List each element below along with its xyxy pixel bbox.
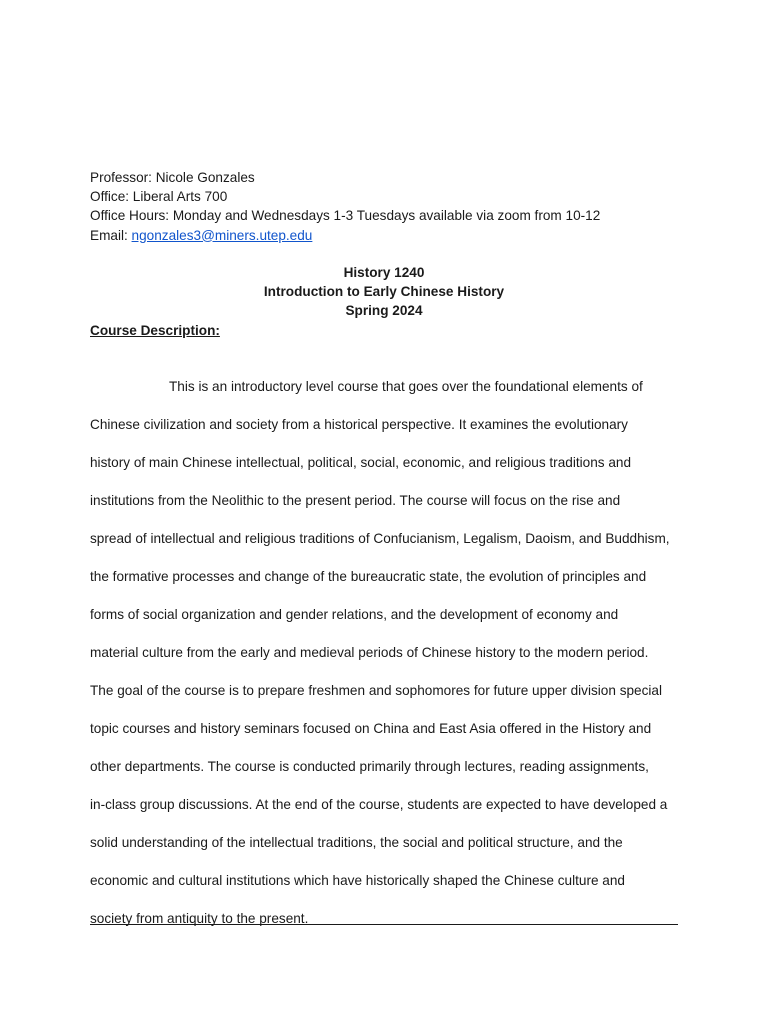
description-line: This is an introductory level course that goes over the foundational elements of [169, 379, 643, 394]
email-label: Email: [90, 227, 132, 243]
course-name: Introduction to Early Chinese History [263, 284, 505, 300]
description-line: spread of intellectual and religious traditions of Confucianism, Legalism, Daoism, and Buddhism, [90, 531, 670, 546]
course-number: History 1240 [343, 265, 425, 280]
instructor-info [90, 168, 690, 245]
description-line: the formative processes and change of the bureaucratic state, the evolution of principles and [90, 569, 647, 584]
description-line: history of main Chinese intellectual, political, social, economic, and religious traditions and [90, 455, 632, 470]
email-link[interactable]: ngonzales3@miners.utep.edu [131, 227, 313, 243]
description-line: forms of social organization and gender relations, and the development of economy and [90, 607, 619, 622]
description-line: topic courses and history seminars focused on China and East Asia offered in the History and [90, 721, 652, 736]
course-description-body [90, 377, 678, 947]
description-line: The goal of the course is to prepare freshmen and sophomores for future upper division special [90, 683, 663, 698]
paragraph-underline-rule [90, 924, 678, 925]
professor-line: Professor: Nicole Gonzales [90, 170, 255, 185]
course-description-heading: Course Description: [90, 323, 220, 338]
description-line: other departments. The course is conducted primarily through lectures, reading assignments, [90, 759, 649, 774]
description-line: society from antiquity to the present. [90, 911, 309, 926]
course-term: Spring 2024 [345, 303, 423, 319]
office-line: Office: Liberal Arts 700 [90, 189, 228, 205]
description-line: economic and cultural institutions which have historically shaped the Chinese culture and [90, 873, 625, 888]
description-line: in-class group discussions. At the end of the course, students are expected to have developed a [90, 797, 668, 812]
course-title-block [90, 263, 678, 321]
description-line: institutions from the Neolithic to the present period. The course will focus on the rise and [90, 493, 621, 508]
description-line: solid understanding of the intellectual traditions, the social and political structure, and the [90, 835, 623, 850]
office-hours-line: Office Hours: Monday and Wednesdays 1-3 Tuesdays available via zoom from 10-12 [90, 208, 601, 224]
description-line: material culture from the early and medieval periods of Chinese history to the modern period. [90, 645, 649, 660]
email-line [90, 226, 690, 245]
description-line: Chinese civilization and society from a historical perspective. It examines the evolutionary [90, 417, 628, 432]
